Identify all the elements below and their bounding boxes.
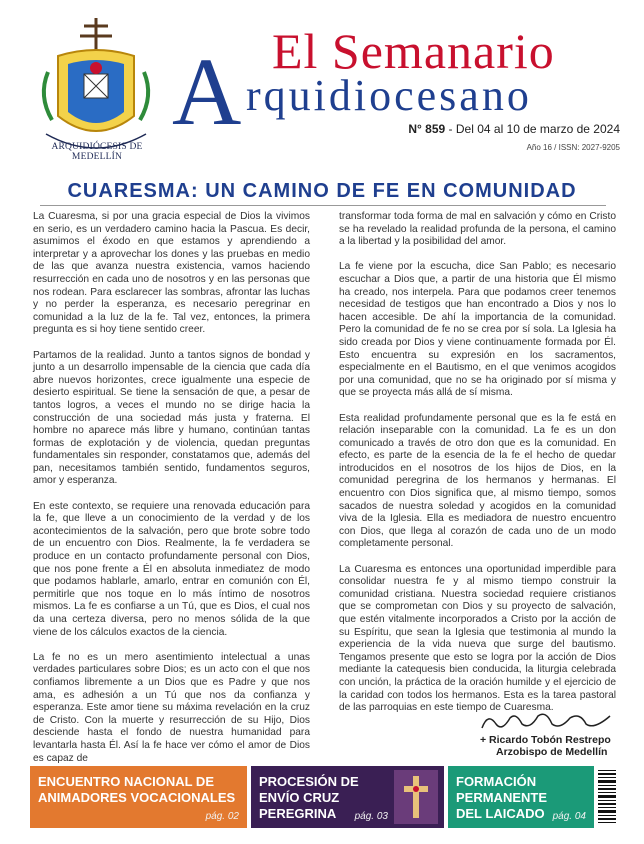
divider (40, 205, 606, 206)
teaser-page: pág. 03 (354, 811, 388, 822)
title-initial-letter: A (172, 38, 242, 145)
signature-title: Arzobispo de Medellín (496, 746, 608, 758)
issue-number: N° 859 (408, 122, 446, 136)
teaser-page: pág. 02 (205, 811, 239, 822)
handwritten-signature-icon (476, 710, 616, 732)
paragraph: En este contexto, se requiere una renovada educación para la fe, que lleve a un conocimiento de la verdad y de los acontecimientos de la salvación, pero que brote sobre todo de un encuentro con Dios. Realmente, la fe verdadera se produce en un contacto profundamente personal con Dios, que nos pone frente a Él en absoluta inmediatez de modo que podamos hablarle, amarlo, entrar en comunión con Él, permitirle que nos toque en lo más íntimo de nosotros mismos. La fe es confiarse a un Tú, que es Dios, el cual nos da una certeza diversa, pero no menos sólida de la que viene de los cálculos exactos de la ciencia. (33, 500, 310, 638)
paragraph: La fe viene por la escucha, dice San Pablo; es necesario escuchar a Dios que, a partir de una historia que Él mismo ha creado, nos interpela. Para que podamos creer tenemos necesidad de testigos que han encontrado a Dios y nos lo hacen accesible. De ahí la importancia de la comunidad. Pero la comunidad de fe no se crea por sí sola. La Iglesia ha sido creada por Dios y viene continuamente formada por Él. Esto encuentra su expresión en los sacramentos, especialmente en el Bautismo, en el que venimos acogidos por una comunidad, que no se ha originado por sí misma y que se proyecta más allá de sí misma. (339, 261, 616, 399)
masthead (0, 0, 644, 180)
teaser-title: ENCUENTRO NACIONAL DE ANIMADORES VOCACIONALES (38, 774, 236, 805)
signature-name: + Ricardo Tobón Restrepo (480, 734, 611, 746)
paragraph: La Cuaresma es entonces una oportunidad imperdible para consolidar nuestra fe y al mismo tiempo construir la comunidad cristiana. Nuestra sociedad requiere cristianos que se comprometan con Dios y su proyecto de salvación, que estén vitalmente incorporados a Cristo por la acción de su Espíritu, que sean la Iglesia que testimonia al mundo la experiencia de la vida nueva que surge del bautismo. Tengamos presente que esto se logra por la acción de Dios mediante la catequesis bien conducida, la liturgia celebrada con unción, la práctica de la oración humilde y el ejercicio de la caridad con todos los hermanos. Esta es la tarea pastoral de las parroquias en este tiempo de Cuaresma. (339, 563, 616, 714)
paragraph: La fe no es un mero asentimiento intelectual a unas verdades particulares sobre Dios; es un acto con el que nos confiamos libremente a un Dios que es Padre y que nos ama, es adhesión a un Tú que nos da confianza y esperanza. Este amor tiene su máxima revelación en la cruz de Cristo. Con la muerte y resurrección de su Hijo, Dios desciende hasta el fondo de nuestra humanidad para levantarla hasta Él. Así la fe hace ver cómo el amor de Dios es capaz de (33, 651, 310, 764)
paragraph: Partamos de la realidad. Junto a tantos signos de bondad y junto a un desarrollo impensable de la ciencia que cada día abre nuevos horizontes, crece igualmente una especie de desierto espiritual. Se tiene la sensación de que, a pesar de tantos logros, a veces el mundo no se dirige hacia la construcción de una sociedad más justa y fraterna. El hombre no aparece más libre y humano, continúan tantas formas de explotación y de violencia, quedan preguntas fundamentales sin responder, constatamos que, además del pan, necesitamos también sentido, fundamentos seguros, amor y esperanza. (33, 349, 310, 487)
title-el-semanario: El Semanario (272, 23, 555, 79)
paragraph: Esta realidad profundamente personal que es la fe está en relación inseparable con la comunidad. La fe es un don comunicado a través de otro don que es la comunidad. En efecto, es parte de la esencia de la fe el hecho de quedar introducidos en el nosotros de los hijos de Dios, en la comunidad peregrina de los hermanos y hermanas. El encuentro con Dios significa que, al mismo tiempo, somos sacados de nuestra soledad y acogidos en la comunidad viva de la Iglesia. Ella es mediadora de nuestro encuentro con Dios, que llega al corazón de cada uno de un modo completamente personal. (339, 412, 616, 550)
paragraph: transformar toda forma de mal en salvación y cómo en Cristo se ha revelado la realidad profunda de la persona, el camino a la libertad y la posibilidad del amor. (339, 211, 616, 248)
footer-teaser-encuentro[interactable] (30, 766, 247, 828)
article-column-right (339, 211, 616, 727)
footer-teaser-procesion[interactable] (251, 766, 444, 828)
teaser-page: pág. 04 (552, 811, 586, 822)
main-headline: CUARESMA: UN CAMINO DE FE EN COMUNIDAD (67, 180, 577, 202)
barcode-icon (596, 766, 618, 828)
teaser-title: PROCESIÓN DE ENVÍO CRUZ PEREGRINA (259, 774, 359, 821)
issue-info (408, 122, 620, 136)
title-arquidiocesano: rquidiocesano (246, 71, 532, 120)
footer-teaser-formacion[interactable] (448, 766, 594, 828)
issue-dates: - Del 04 al 10 de marzo de 2024 (448, 122, 620, 136)
article-column-left (33, 211, 310, 778)
issn-line: Año 16 / ISSN: 2027-9205 (526, 143, 620, 152)
cross-image-icon (394, 770, 438, 824)
teaser-title: FORMACIÓN PERMANENTE DEL LAICADO (456, 774, 548, 821)
paragraph: La Cuaresma, si por una gracia especial de Dios la vivimos en serio, es un verdadero camino hacia la Pascua. Es decir, asumimos el éxodo en que estamos y aprendiendo a interpretar y a aprovechar los dones y las pruebas en medio de las que avanza nuestra existencia, vamos haciendo resurrección en cada uno de nosotros y en las personas que nos rodean. Para esclarecer las sombras, afrontar las luchas y no perder la esperanza, es necesario peregrinar en comunidad a la luz de la fe. Tal vez, entonces, la primera pregunta es si hoy tiene sentido creer. (33, 211, 310, 336)
crest-label: ARQUIDIÓCESIS DE MEDELLÍN (51, 142, 143, 162)
